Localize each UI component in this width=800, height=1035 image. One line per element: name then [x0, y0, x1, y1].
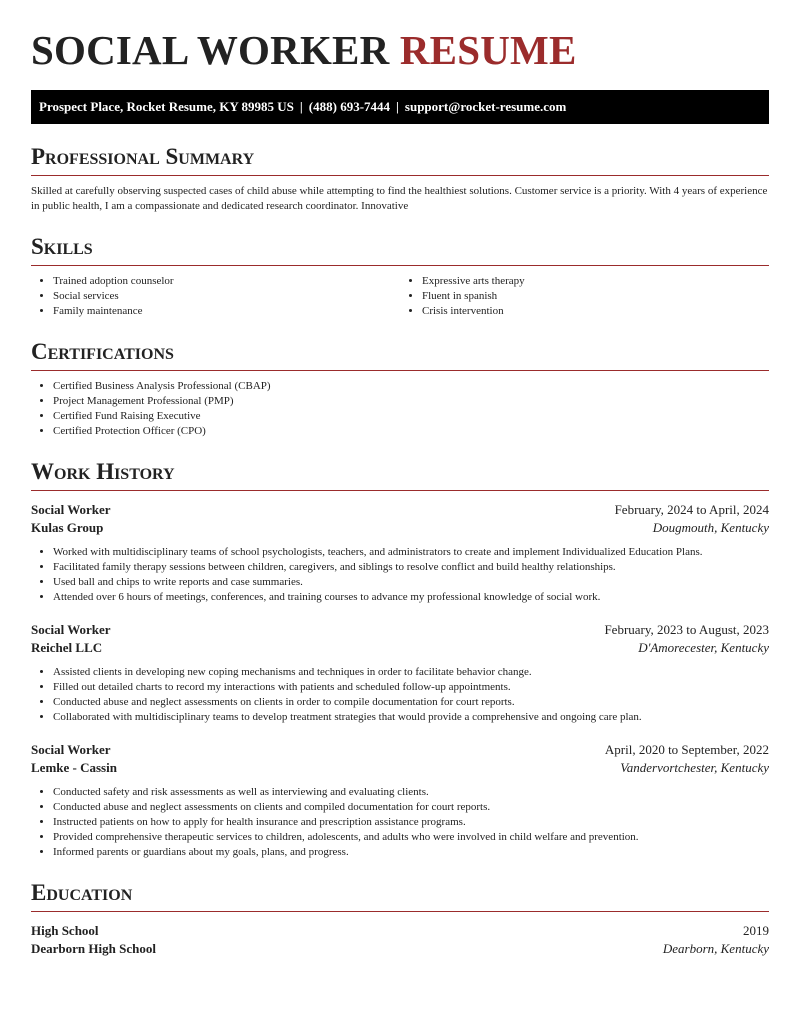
education-school: Dearborn High School [31, 941, 156, 956]
job-bullet: • Assisted clients in developing new coping mechanisms and techniques in order to facilitate behavior change. [53, 665, 769, 680]
skill-item: • Social services [53, 289, 400, 304]
job-company: Kulas Group [31, 520, 104, 535]
job-dates: February, 2023 to August, 2023 [604, 622, 769, 637]
skill-item: • Crisis intervention [422, 304, 769, 319]
job-location: D'Amorecester, Kentucky [638, 640, 769, 655]
job-bullet: • Provided comprehensive therapeutic services to children, adolescents, and adults who were involved in child welfare and prevention. [53, 830, 769, 845]
contact-separator: | [396, 99, 399, 114]
work-history-heading: Work History [31, 459, 769, 491]
job-bullet: • Facilitated family therapy sessions between children, caregivers, and siblings to resolve conflict and build healthy relationships. [53, 560, 769, 575]
skill-item: • Trained adoption counselor [53, 274, 400, 289]
job-bullet: • Conducted abuse and neglect assessments on clients and compiled documentation for court reports. [53, 800, 769, 815]
contact-phone: (488) 693-7444 [308, 99, 391, 114]
certifications-heading: Certifications [31, 339, 769, 371]
skills-list-left [31, 274, 400, 319]
title-accent: RESUME [399, 27, 577, 73]
skills-section [31, 234, 769, 319]
job-bullets [31, 545, 769, 605]
job-location: Vandervortchester, Kentucky [620, 760, 769, 775]
job-bullet: • Instructed patients on how to apply for health insurance and prescription assistance programs. [53, 815, 769, 830]
education-entry [31, 922, 769, 958]
job-bullets [31, 665, 769, 725]
contact-separator: | [299, 99, 303, 114]
job-title-row [31, 741, 769, 759]
contact-email: support@rocket-resume.com [404, 99, 567, 114]
certifications-list [31, 379, 769, 439]
job-company-row [31, 519, 769, 537]
job-location: Dougmouth, Kentucky [652, 520, 769, 535]
job-entry [31, 621, 769, 725]
job-bullet: • Conducted safety and risk assessments as well as interviewing and evaluating clients. [53, 785, 769, 800]
resume-title [31, 26, 769, 74]
skills-grid [31, 266, 769, 319]
job-title-row [31, 621, 769, 639]
education-location: Dearborn, Kentucky [662, 941, 769, 956]
job-dates: February, 2024 to April, 2024 [614, 502, 769, 517]
job-title-row [31, 501, 769, 519]
job-bullets [31, 785, 769, 860]
certification-item: • Project Management Professional (PMP) [53, 394, 769, 409]
skills-heading: Skills [31, 234, 769, 266]
education-degree-row [31, 922, 769, 940]
summary-text: Skilled at carefully observing suspected cases of child abuse while attempting to find the healthiest solutions. Customer service is a priority. With 4 years of experience in public health, I am a compassionate and dedicated research coordinator. Innovative [31, 185, 768, 212]
job-bullet: • Informed parents or guardians about my goals, plans, and progress. [53, 845, 769, 860]
title-main: SOCIAL WORKER [31, 27, 390, 73]
summary-heading: Professional Summary [31, 144, 769, 176]
job-bullet: • Collaborated with multidisciplinary teams to develop treatment strategies that would provide a comprehensive and ongoing care plan. [53, 710, 769, 725]
job-entry [31, 741, 769, 860]
certifications-section [31, 339, 769, 439]
job-company-row [31, 759, 769, 777]
job-title: Social Worker [31, 622, 111, 637]
job-bullet: • Worked with multidisciplinary teams of school psychologists, teachers, and administrators to create and implement Individualized Education Plans. [53, 545, 769, 560]
summary-section [31, 144, 769, 214]
certification-item: • Certified Business Analysis Professional (CBAP) [53, 379, 769, 394]
work-history-section [31, 459, 769, 860]
skill-item: • Family maintenance [53, 304, 400, 319]
education-school-row [31, 940, 769, 958]
contact-bar [31, 90, 769, 124]
job-company: Reichel LLC [31, 640, 103, 655]
certification-item: • Certified Protection Officer (CPO) [53, 424, 769, 439]
job-bullet: • Used ball and chips to write reports and case summaries. [53, 575, 769, 590]
certification-item: • Certified Fund Raising Executive [53, 409, 769, 424]
skill-item: • Expressive arts therapy [422, 274, 769, 289]
job-title: Social Worker [31, 502, 111, 517]
education-degree: High School [31, 923, 99, 938]
job-bullet: • Attended over 6 hours of meetings, conferences, and training courses to advance my professional knowledge of social work. [53, 590, 769, 605]
job-company-row [31, 639, 769, 657]
contact-address: Prospect Place, Rocket Resume, KY 89985 US [39, 99, 294, 114]
job-bullet: • Conducted abuse and neglect assessments on clients in order to compile documentation for court reports. [53, 695, 769, 710]
education-section [31, 880, 769, 958]
education-heading: Education [31, 880, 769, 912]
job-title: Social Worker [31, 742, 111, 757]
education-year: 2019 [743, 923, 769, 938]
skill-item: • Fluent in spanish [422, 289, 769, 304]
job-company: Lemke - Cassin [31, 760, 117, 775]
skills-list-right [400, 274, 769, 319]
job-entry [31, 501, 769, 605]
job-dates: April, 2020 to September, 2022 [604, 742, 769, 757]
job-bullet: • Filled out detailed charts to record my interactions with patients and scheduled follow-up appointments. [53, 680, 769, 695]
